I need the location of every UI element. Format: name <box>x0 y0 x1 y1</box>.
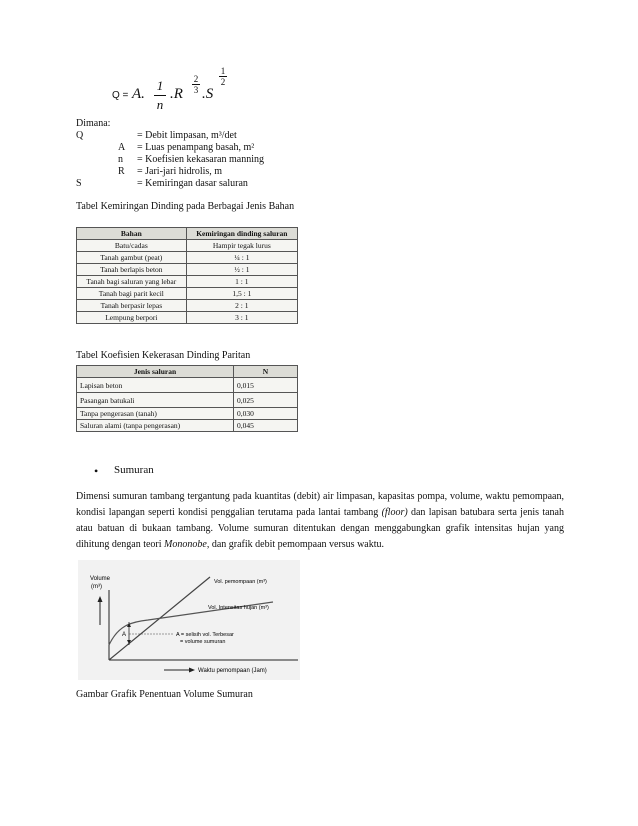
section-title: Sumuran <box>114 464 154 476</box>
y-axis-label-1: Volume <box>90 576 111 582</box>
table-cell: Lempung berpori <box>77 312 187 324</box>
x-axis-arrowhead <box>189 668 195 673</box>
table-cell: ¼ : 1 <box>186 252 297 264</box>
y-axis-label-2: (m³) <box>91 584 102 590</box>
table-row <box>77 288 298 300</box>
table-cell: 0,015 <box>234 378 298 393</box>
table-cell: 0,045 <box>234 420 298 432</box>
legend-sym-q: Q <box>76 130 84 141</box>
table-cell: 1,5 : 1 <box>186 288 297 300</box>
legend-sym-s: S <box>76 178 82 189</box>
x-axis-label: Waktu pemompaan (Jam) <box>198 668 267 674</box>
table-cell: 0,030 <box>234 408 298 420</box>
exp-s-denominator: 2 <box>220 77 226 87</box>
table-cell: Tanah bagi parit kecil <box>77 288 187 300</box>
legend-sym-r: R <box>118 166 125 177</box>
formula-exponent-s <box>219 66 227 87</box>
legend-desc-a: = Luas penampang basah, m² <box>137 142 255 153</box>
table-cell: 1 : 1 <box>186 276 297 288</box>
y-axis-arrowhead <box>98 596 103 602</box>
formula-fraction <box>154 78 166 113</box>
paragraph-text-2: dan lapisan batubara serta jenis tanah atau batuan di bukaan tambang. Volume sumuran ditentukan dengan menggabungkan grafik intensitas hujan yang dihitung dengan teori <box>76 507 564 550</box>
table-cell: ½ : 1 <box>186 264 297 276</box>
legend-desc-s: = Kemiringan dasar saluran <box>137 178 248 189</box>
legend-desc-n: = Koefisien kekasaran manning <box>137 154 264 165</box>
pumping-line-label: Vol. pemompaan (m³) <box>214 579 267 585</box>
table-row <box>77 393 298 408</box>
table-cell: Tanpa pengerasan (tanah) <box>77 408 234 420</box>
table-cell: Tanah bagi saluran yang lebar <box>77 276 187 288</box>
exp-r-denominator: 3 <box>193 85 199 95</box>
table-row <box>77 312 298 324</box>
figure-caption: Gambar Grafik Penentuan Volume Sumuran <box>76 689 253 700</box>
formula-a: A. <box>132 86 145 102</box>
table-cell: 0,025 <box>234 393 298 408</box>
table-row <box>77 240 298 252</box>
table-cell: Tanah berlapis beton <box>77 264 187 276</box>
legend-sym-a: A <box>118 142 126 153</box>
table-cell: Tanah berpasir lepas <box>77 300 187 312</box>
table-row <box>77 420 298 432</box>
table1-caption: Tabel Kemiringan Dinding pada Berbagai Jenis Bahan <box>76 201 295 212</box>
difference-label: A <box>122 632 127 638</box>
formula-numerator: 1 <box>156 78 164 93</box>
table-header-row <box>77 366 298 378</box>
formula-s: .S <box>202 86 214 102</box>
section-bullet: • <box>94 464 99 478</box>
legend-title: Dimana: <box>76 118 111 129</box>
table-row <box>77 276 298 288</box>
paragraph-text-1: Dimensi sumuran tambang tergantung pada kuantitas (debit) air limpasan, kapasitas pompa, volume, waktu pemompaan, kondisi lapangan seperti kondisi penggalian terutama pada lantai tambang <box>76 491 564 518</box>
table-row <box>77 264 298 276</box>
sump-volume-chart <box>78 560 300 680</box>
slope-table <box>76 227 298 324</box>
body-paragraph <box>76 489 564 553</box>
formula-r: .R <box>170 86 183 102</box>
legend-sym-n: n <box>118 154 123 165</box>
table-cell: 3 : 1 <box>186 312 297 324</box>
table-cell: Batu/cadas <box>77 240 187 252</box>
table-cell: 2 : 1 <box>186 300 297 312</box>
sump-volume-figure <box>78 560 300 680</box>
table-header: Jenis saluran <box>77 366 234 378</box>
legend-desc-q: = Debit limpasan, m³/det <box>137 130 237 141</box>
table2-caption: Tabel Koefisien Kekerasan Dinding Paritan <box>76 350 251 361</box>
table-cell: Saluran alami (tanpa pengerasan) <box>77 420 234 432</box>
annotation-text-2: = volume sumuran <box>180 639 226 645</box>
annotation-text-1: A = selisih vol. Terbesar <box>176 632 234 638</box>
table-header: N <box>234 366 298 378</box>
formula-exponent-r <box>192 74 200 95</box>
table-header-row <box>77 228 298 240</box>
flow-formula <box>112 66 252 120</box>
rainfall-line-label: Vol. Intensitas hujan (m³) <box>208 605 269 611</box>
exp-s-numerator: 1 <box>220 66 226 76</box>
formula-q-label: Q = <box>112 90 129 101</box>
table-row <box>77 378 298 393</box>
table-cell: Tanah gambut (peat) <box>77 252 187 264</box>
exp-r-numerator: 2 <box>193 74 199 84</box>
table-header: Kemiringan dinding saluran <box>186 228 297 240</box>
table-cell: Hampir tegak lurus <box>186 240 297 252</box>
formula-denominator: n <box>156 97 164 112</box>
legend-desc-r: = Jari-jari hidrolis, m <box>137 166 223 177</box>
roughness-table <box>76 365 298 432</box>
paragraph-floor: (floor) <box>381 507 408 518</box>
table-cell: Lapisan beton <box>77 378 234 393</box>
table-row <box>77 300 298 312</box>
table-cell: Pasangan batukali <box>77 393 234 408</box>
table-header: Bahan <box>77 228 187 240</box>
paragraph-text-3: , dan grafik debit pemompaan versus waktu. <box>206 539 385 550</box>
table-row <box>77 252 298 264</box>
table-row <box>77 408 298 420</box>
paragraph-mononobe: Mononobe <box>164 539 207 550</box>
